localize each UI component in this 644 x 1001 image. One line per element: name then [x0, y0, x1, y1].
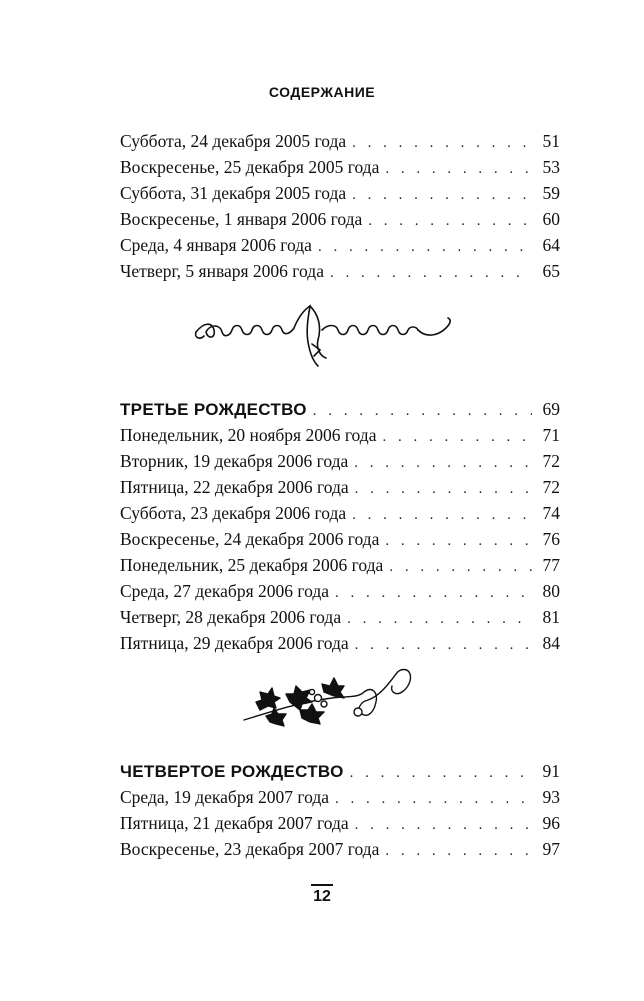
toc-entry[interactable]: [120, 422, 560, 448]
page-number: 12: [313, 888, 331, 905]
toc-section-2: [120, 396, 560, 656]
dot-leader: [350, 760, 532, 786]
dot-leader: [352, 502, 532, 528]
section-page: 91: [542, 761, 560, 781]
toc-entry[interactable]: [120, 448, 560, 474]
toc-entry[interactable]: [120, 128, 560, 154]
toc-entry-title: Среда, 19 декабря 2007 года: [120, 787, 330, 807]
toc-entry-title: Пятница, 29 декабря 2006 года: [120, 633, 349, 653]
toc-entry-page: 84: [542, 633, 560, 653]
dot-leader: [368, 208, 532, 234]
toc-entry-title: Четверг, 5 января 2006 года: [120, 261, 324, 281]
toc-entry-title: Пятница, 21 декабря 2007 года: [120, 813, 349, 833]
toc-group-1: [120, 128, 560, 284]
folio-rule: [311, 884, 333, 886]
dot-leader: [382, 424, 532, 450]
toc-entry-page: 71: [542, 425, 560, 445]
toc-entry-page: 60: [542, 209, 560, 229]
dot-leader: [389, 554, 532, 580]
toc-entry-page: 64: [542, 235, 560, 255]
toc-entry[interactable]: [120, 526, 560, 552]
toc-entry-page: 97: [542, 839, 560, 859]
toc-entry[interactable]: [120, 810, 560, 836]
section-page: 69: [542, 399, 560, 419]
dot-leader: [385, 838, 532, 864]
dot-leader: [354, 450, 532, 476]
dot-leader: [385, 528, 532, 554]
toc-entry-title: Воскресенье, 25 декабря 2005 года: [120, 157, 380, 177]
dot-leader: [318, 234, 532, 260]
toc-entry-title: Пятница, 22 декабря 2006 года: [120, 477, 349, 497]
toc-entry-title: Среда, 4 января 2006 года: [120, 235, 312, 255]
toc-entry-title: Понедельник, 25 декабря 2006 года: [120, 555, 384, 575]
toc-entry[interactable]: [120, 604, 560, 630]
toc-entry[interactable]: [120, 578, 560, 604]
dot-leader: [385, 156, 532, 182]
toc-entry-page: 81: [542, 607, 560, 627]
toc-entry-title: Суббота, 31 декабря 2005 года: [120, 183, 347, 203]
toc-entry[interactable]: [120, 154, 560, 180]
dot-leader: [352, 130, 532, 156]
toc-entry-title: Воскресенье, 24 декабря 2006 года: [120, 529, 380, 549]
toc-entry-page: 53: [542, 157, 560, 177]
toc-entry-title: Четверг, 28 декабря 2006 года: [120, 607, 342, 627]
section-title: ЧЕТВЕРТОЕ РОЖДЕСТВО: [120, 762, 344, 781]
toc-entry-page: 77: [542, 555, 560, 575]
toc-entry[interactable]: [120, 258, 560, 284]
toc-entry[interactable]: [120, 500, 560, 526]
toc-entry-page: 93: [542, 787, 560, 807]
dot-leader: [352, 182, 532, 208]
dot-leader: [355, 812, 532, 838]
dot-leader: [313, 398, 532, 424]
toc-entry-title: Воскресенье, 23 декабря 2007 года: [120, 839, 380, 859]
dot-leader: [347, 606, 532, 632]
toc-entry-title: Суббота, 24 декабря 2005 года: [120, 131, 347, 151]
toc-entry[interactable]: [120, 206, 560, 232]
toc-entry-title: Среда, 27 декабря 2006 года: [120, 581, 330, 601]
toc-section-heading[interactable]: [120, 758, 560, 784]
running-head: СОДЕРЖАНИЕ: [268, 84, 376, 100]
toc-section-3: [120, 758, 560, 862]
toc-section-heading[interactable]: [120, 396, 560, 422]
section-title: ТРЕТЬЕ РОЖДЕСТВО: [120, 400, 307, 419]
toc-entry-page: 76: [542, 529, 560, 549]
toc-entry[interactable]: [120, 232, 560, 258]
toc-entry-page: 72: [542, 451, 560, 471]
toc-entry[interactable]: [120, 630, 560, 656]
toc-entry-page: 59: [542, 183, 560, 203]
toc-entry[interactable]: [120, 784, 560, 810]
toc-entry-title: Понедельник, 20 ноября 2006 года: [120, 425, 377, 445]
dot-leader: [355, 632, 532, 658]
toc-entry-page: 74: [542, 503, 560, 523]
dot-leader: [330, 260, 532, 286]
toc-entry[interactable]: [120, 552, 560, 578]
toc-entry-page: 96: [542, 813, 560, 833]
toc-entry-page: 72: [542, 477, 560, 497]
toc-entry-title: Вторник, 19 декабря 2006 года: [120, 451, 349, 471]
dot-leader: [355, 476, 532, 502]
toc-entry[interactable]: [120, 474, 560, 500]
toc-entry-page: 80: [542, 581, 560, 601]
toc-entry-title: Воскресенье, 1 января 2006 года: [120, 209, 363, 229]
toc-entry[interactable]: [120, 180, 560, 206]
dot-leader: [335, 580, 532, 606]
toc-entry-page: 51: [542, 131, 560, 151]
toc-entry-page: 65: [542, 261, 560, 281]
dot-leader: [335, 786, 532, 812]
holly-stethoscope-icon: [240, 662, 420, 732]
calligraphic-flourish-icon: [190, 300, 460, 370]
toc-entry[interactable]: [120, 836, 560, 862]
toc-entry-title: Суббота, 23 декабря 2006 года: [120, 503, 347, 523]
